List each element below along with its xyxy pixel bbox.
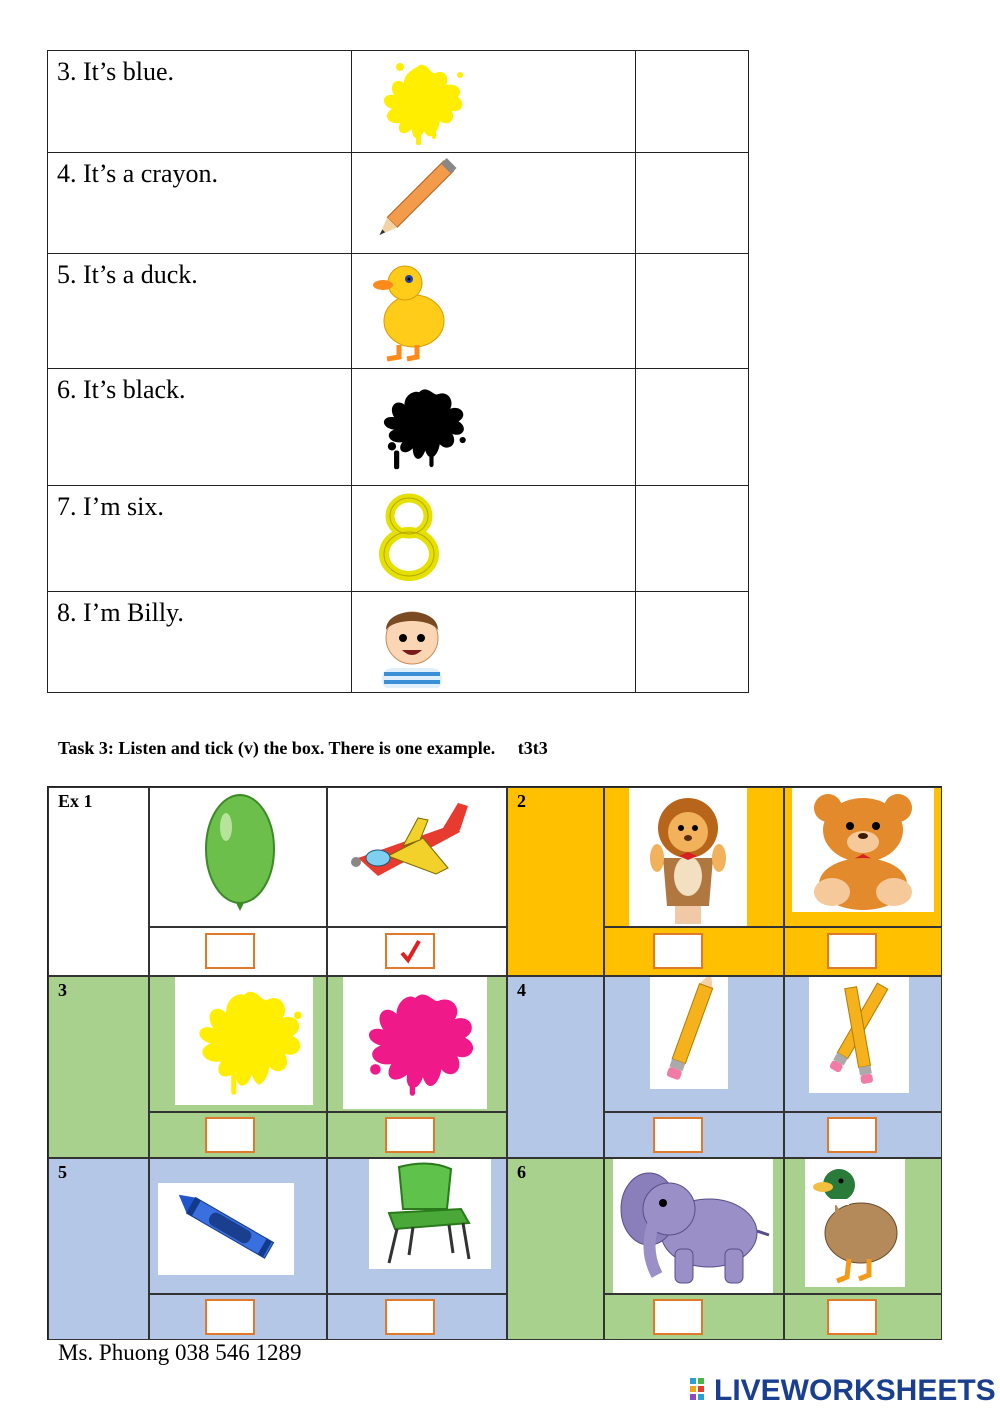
group-6-label-cell: [507, 1158, 604, 1340]
sentence-8: 8. I’m Billy.: [48, 592, 352, 693]
tick-row-cell: [604, 1112, 784, 1158]
teddy-bear-icon: [792, 788, 934, 912]
duck-icon: [805, 1159, 905, 1287]
tick-box[interactable]: [205, 1117, 255, 1153]
group-label: 3: [58, 980, 67, 1000]
yellow-splash-icon: [175, 977, 313, 1105]
task3-code: t3t3: [517, 738, 548, 758]
duck-icon: [369, 259, 449, 364]
picture-cell: [352, 369, 636, 486]
picture-cell: [352, 153, 636, 254]
tick-box[interactable]: [653, 933, 703, 969]
footer-author: Ms. Phuong 038 546 1289: [58, 1340, 302, 1365]
logo-text: LIVEWORKSHEETS: [714, 1374, 996, 1407]
answer-cell[interactable]: [635, 592, 748, 693]
lion-puppet-icon: [629, 788, 747, 926]
group-2-label-cell: [507, 787, 604, 976]
answer-cell[interactable]: [635, 486, 748, 592]
group-label: Ex 1: [58, 791, 93, 811]
option-cell: [604, 1158, 784, 1294]
yellow-splash-icon: [370, 55, 470, 147]
tick-box[interactable]: [653, 1117, 703, 1153]
answer-cell[interactable]: [635, 369, 748, 486]
tick-box[interactable]: [385, 1299, 435, 1335]
tick-row-cell: [784, 1294, 942, 1340]
task3-instruction: Task 3: Listen and tick (v) the box. There is one example.: [58, 738, 496, 758]
boy-icon: [372, 596, 452, 688]
pencil-icon: [650, 977, 728, 1089]
airplane-icon: [348, 798, 478, 898]
tick-row-cell: [327, 1294, 507, 1340]
group-ex1-label-cell: [48, 787, 149, 976]
tick-box[interactable]: [827, 933, 877, 969]
chair-icon: [369, 1159, 491, 1269]
picture-frame: [369, 1159, 491, 1269]
table-row: [48, 254, 749, 369]
task3-grid: [47, 786, 942, 1340]
liveworksheets-logo: [690, 1374, 996, 1408]
table-row: [48, 153, 749, 254]
tick-box-checked[interactable]: [385, 933, 435, 969]
option-cell: [327, 976, 507, 1112]
elephant-icon: [613, 1159, 773, 1293]
sentence-7: 7. I’m six.: [48, 486, 352, 592]
liveworksheets-logo-icon: [690, 1378, 712, 1402]
picture-frame: [805, 1159, 905, 1287]
option-cell: [327, 1158, 507, 1294]
group-label: 2: [517, 791, 526, 811]
tick-row-cell: [604, 1294, 784, 1340]
table-row: [48, 592, 749, 693]
table-row: [48, 51, 749, 153]
sentence-5: 5. It’s a duck.: [48, 254, 352, 369]
pencil-icon: [367, 157, 457, 252]
picture-cell: [352, 51, 636, 153]
option-cell: [149, 787, 327, 927]
group-label: 6: [517, 1162, 526, 1182]
picture-frame: [629, 788, 747, 926]
tick-row-cell: [327, 927, 507, 976]
tick-icon: [387, 935, 433, 967]
picture-frame: [343, 977, 487, 1109]
table-row: [48, 486, 749, 592]
picture-cell: [352, 254, 636, 369]
tick-row-cell: [604, 927, 784, 976]
tick-row-cell: [327, 1112, 507, 1158]
crayon-icon: [158, 1183, 294, 1275]
sentence-3: 3. It’s blue.: [48, 51, 352, 153]
picture-cell: [352, 486, 636, 592]
two-pencils-icon: [809, 977, 909, 1093]
task3-heading: [58, 738, 548, 759]
group-5-label-cell: [48, 1158, 149, 1340]
tick-box[interactable]: [827, 1117, 877, 1153]
number-eight-icon: [374, 492, 444, 582]
pink-splash-icon: [343, 977, 487, 1109]
tick-box[interactable]: [385, 1117, 435, 1153]
tick-row-cell: [149, 1294, 327, 1340]
group-label: 4: [517, 980, 526, 1000]
picture-frame: [613, 1159, 773, 1293]
picture-cell: [352, 592, 636, 693]
group-3-label-cell: [48, 976, 149, 1158]
tick-row-cell: [784, 927, 942, 976]
option-cell: [327, 787, 507, 927]
option-cell: [149, 976, 327, 1112]
group-label: 5: [58, 1162, 67, 1182]
option-cell: [149, 1158, 327, 1294]
black-splash-icon: [367, 373, 471, 478]
picture-frame: [158, 1183, 294, 1275]
tick-box[interactable]: [827, 1299, 877, 1335]
tick-box[interactable]: [205, 1299, 255, 1335]
option-cell: [784, 1158, 942, 1294]
tick-box[interactable]: [205, 933, 255, 969]
picture-frame: [650, 977, 728, 1089]
option-cell: [604, 787, 784, 927]
option-cell: [604, 976, 784, 1112]
answer-cell[interactable]: [635, 51, 748, 153]
answer-cell[interactable]: [635, 153, 748, 254]
picture-frame: [175, 977, 313, 1105]
sentence-6: 6. It’s black.: [48, 369, 352, 486]
option-cell: [784, 976, 942, 1112]
option-cell: [784, 787, 942, 927]
answer-cell[interactable]: [635, 254, 748, 369]
table-row: [48, 369, 749, 486]
tick-row-cell: [149, 1112, 327, 1158]
tick-row-cell: [149, 927, 327, 976]
picture-frame: [809, 977, 909, 1093]
tick-box[interactable]: [653, 1299, 703, 1335]
tick-row-cell: [784, 1112, 942, 1158]
sentence-4: 4. It’s a crayon.: [48, 153, 352, 254]
picture-frame: [792, 788, 934, 912]
group-4-label-cell: [507, 976, 604, 1158]
balloon-icon: [200, 793, 280, 918]
task2-table: [47, 50, 749, 693]
